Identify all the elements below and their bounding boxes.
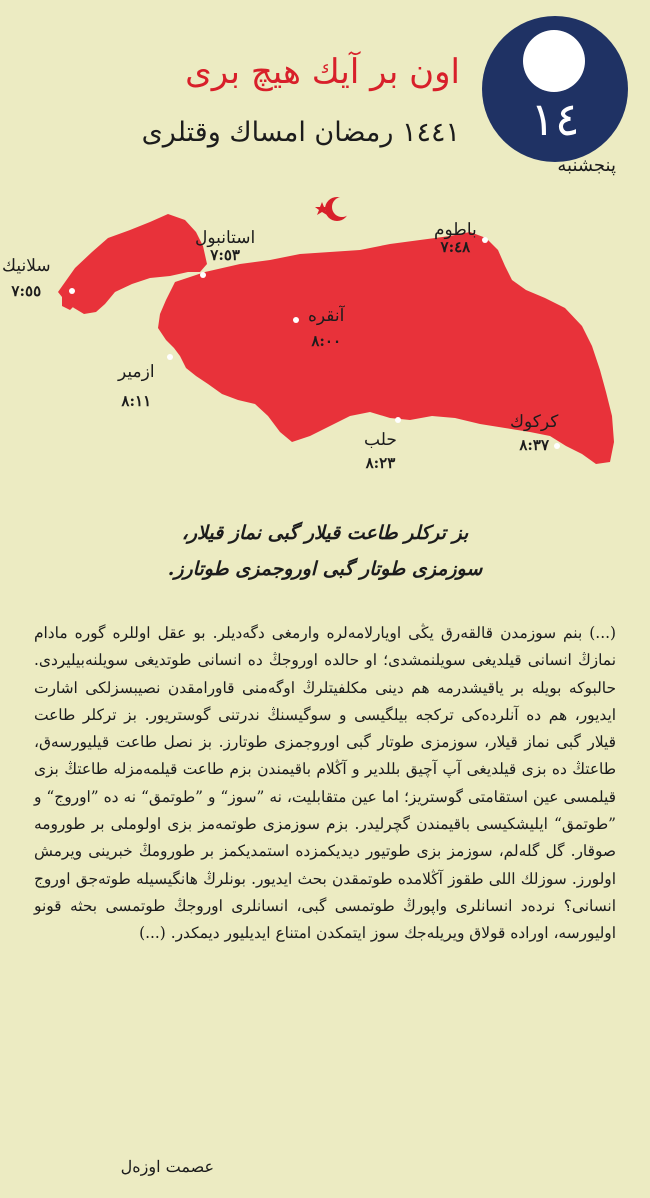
city-marker-istanbul [200,272,206,278]
quote [40,515,610,587]
city-name: سلانيك [2,256,51,276]
city-ankara [308,308,344,350]
city-name: باطوم [434,220,477,240]
city-izmir [118,364,155,410]
city-name: حلب [364,430,397,450]
map [0,180,650,480]
day-number: ١٤ [530,92,580,146]
city-name: استانبول [195,228,256,248]
city-thessaloniki [2,258,51,300]
weekday-label: پنجشنبه [557,155,616,176]
city-marker-batumi [482,237,488,243]
city-time: ٨:٣٧ [519,435,550,454]
city-marker-ankara [293,317,299,323]
city-time: ٨:٢٣ [365,453,396,472]
city-marker-izmir [167,354,173,360]
city-name: آنقره [308,306,345,326]
city-marker-aleppo [395,417,401,423]
city-batumi [434,222,477,256]
quote-line-1: بز تركلر طاعت قيلار گبى نماز قيلار، [181,522,469,544]
page-title: اون بر آيك هيچ برى [185,52,460,92]
city-istanbul [195,230,255,264]
full-moon-icon [523,30,585,92]
quote-line-2: سوزمزى طوتار گبى اوروجمزى طوتارز. [167,558,483,580]
city-name: كركوك [510,412,559,432]
city-marker-thessaloniki [69,288,75,294]
city-kirkuk [510,414,558,454]
city-time: ٧:٥٣ [210,245,240,264]
page-subtitle: ١٤٤١ رمضان امساك وقتلرى [141,117,460,148]
crescent-star-icon [315,197,352,221]
article-body: (...) بنم سوزمدن قالقەرق يڭى اويارلامەلرە وارمغى دگەديلر. بو عقل اوللرە گورە مادام نمازڭ انسانى قيلديغى سويلنمشدى؛ او حالدە اوروجڭ دە انسانى طوتديغى سويلنەبيليردى. حالبوكە بويلە بر ياقيشدرمە هم دينى مكلفيتلرڭ اوگەمنى قاورامقدن نصيبسزلكى اشارت ايديور، هم دە آنلردەكى تركجە بيلگيسى و سوگيسنڭ ندرتنى گوستريور. بز تركلر طاعت قيلار گبى نماز قيلار، سوزمزى طوتار گبى اوروجمزى طوتارز. بز نصل طاعت قيليورسەق، طاعتڭ دە بزى قيلديغى آپ آچيق بللدير و آڭلام باقيمندن بزم طاعت قيلمەمزلە طاعتڭ بزى قيلمسى عين استقامتى گوستريز؛ اما عين متقابليت، نە ”سوز“ و ”طوتمق“ نە دە ”اوروج“ و ”طوتمق“ ايليشكيسى باقيمندن گچرليدر. بزم سوزمزى طوتمەمز بزى اولوملى بر طورومە صوقار. گل گلەلم، سوزمز بزى طوتيور ديديكمزدە استمديكمز بر طورومڭ خبرينى ويرمش اولورز. سوزلك اللى طقوز آڭلامدە طوتمقدن بحث ايديور. بونلرڭ هانگيسيلە طوتەجق اوروج انسانى؟ نردەد انسانلرى واپورڭ طوتمسى گبى، انسانلرى اوروجڭ طوتمسى بحثە قونو اوليورسە، اورادە قولاق ويريلەجك سوز ايتمكدن امتناع ايديليور ديمكدر. (...) [34,624,616,943]
city-aleppo [364,432,397,472]
city-time: ٧:٤٨ [440,237,471,256]
city-time: ٨:٠٠ [311,331,342,350]
author-name: عصمت اوزەل [120,1157,214,1176]
city-name: ازمير [118,362,155,382]
city-time: ٧:٥٥ [11,281,42,300]
day-badge [480,14,630,164]
city-time: ٨:١١ [121,391,152,410]
